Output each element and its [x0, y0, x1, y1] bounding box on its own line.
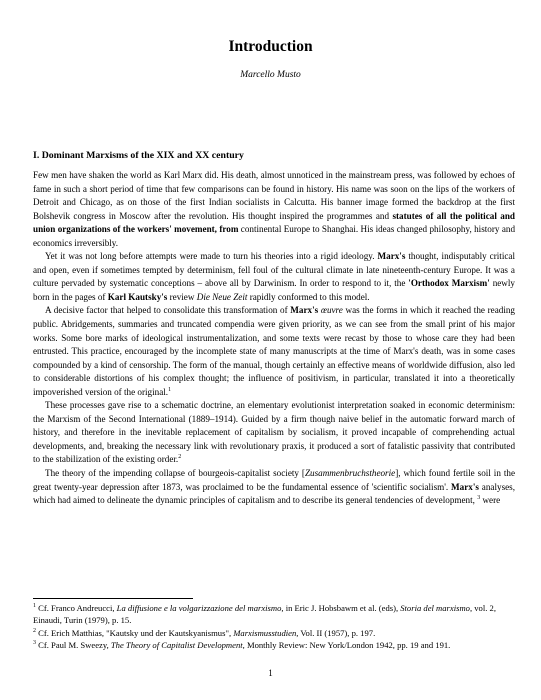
footnote-ref-1[interactable]: 1: [168, 386, 172, 393]
paragraph-5: The theory of the impending collapse of bourgeois-capitalist society [Zusammenbruchstheorie], which found fertile soil in the great twenty-year depression after 1873, was proclaimed to be the fundamental essence of 'scientific socialism'. Marx's analyses, which had aimed to delineate the dynamic principles of capitalism and to describe its general tendencies of development, $^3$ were: [33, 468, 516, 506]
footnote-ref-3[interactable]: 3: [477, 495, 481, 502]
page-number: 1: [268, 668, 273, 678]
paragraph-1: Few men have shaken the world as Karl Marx did. His death, almost unnoticed in the mainstream press, was followed by echoes of fame in such a short period of time that few comparisons can be found in history. His name was soon on the lips of the workers of Detroit and Chicago, as on those of the first Indian socialists in Calcutta. His banner image formed the backdrop at the first Bolshevik congress in Moscow after the revolution. His thought inspired the programmes and statutes of all the political and union organizations of the workers' movement, from continental Europe to Shanghai. His ideas changed philosophy, history and economics irreversibly.: [33, 170, 516, 248]
paragraph-4: These processes gave rise to a schematic doctrine, an elementary evolutionist interpretation soaked in economic determinism: the Marxism of the Second International (1889–1914). Guided by a firm though naive belief in the automatic forward march of history, and therefore in the inevitable replacement of capitalism by socialism, it proved incapable of comprehending actual developments, and, breaking the necessary link with revolutionary praxis, it produced a sort of fatalistic passivity that contributed to the stabilization of the existing order.$^2$: [33, 400, 515, 465]
footnote-3: $^3$ Cf. Paul M. Sweezy, The Theory of Capitalist Development, Monthly Review: New York/London 1942, pp. 19 and 191.: [33, 640, 451, 651]
body-text: [33, 169, 515, 508]
paragraph-2: Yet it was not long before attempts were made to turn his theories into a rigid ideology. Marx's thought, indisputably critical and open, even if sometimes tempted by determinism, fell foul of the cultural climate in late nineteenth-century Europe. It was a culture pervaded by systematic conceptions – above all by Darwinism. In order to respond to it, the 'Orthodox Marxism' newly born in the pages of Karl Kautsky's review Die Neue Zeit rapidly conformed to this model.: [33, 251, 515, 302]
page-title: Introduction: [228, 38, 313, 55]
author-name: Marcello Musto: [240, 70, 301, 80]
footnotes: [33, 602, 515, 652]
footnote-ref-2[interactable]: 2: [178, 454, 182, 461]
footnote-1: $^1$ Cf. Franco Andreucci, La diffusione e la volgarizzazione del marxismo, in Eric J. Hobsbawm et al. (eds), Storia del marxismo, vol. 2, Einaudi, Turin (1979), p. 15.: [33, 603, 496, 626]
section-heading: I. Dominant Marxisms of the XIX and XX century: [33, 150, 244, 161]
footnote-separator: [33, 598, 193, 599]
footnote-2: $^2$ Cf. Erich Matthias, "Kautsky und der Kautskyanismus", Marxismusstudien, Vol. II (1957), p. 197.: [33, 627, 376, 638]
paragraph-3: A decisive factor that helped to consolidate this transformation of Marx's œuvre was the forms in which it reached the reading public. Abridgements, summaries and truncated compendia were given priority, as we can see from the small print of his major works. Some bore marks of ideological instrumentalization, and some texts were recast by those to whose care they had been entrusted. This practice, encouraged by the incomplete state of many manuscripts at the time of Marx's death, was in some cases compounded by a kind of censorship. The form of the manual, though certainly an effective means of worldwide diffusion, also led to considerable distortions of his complex thought; the influence of positivism, in particular, translated it into a theoretically impoverished version of the original.$^1$: [33, 305, 515, 397]
